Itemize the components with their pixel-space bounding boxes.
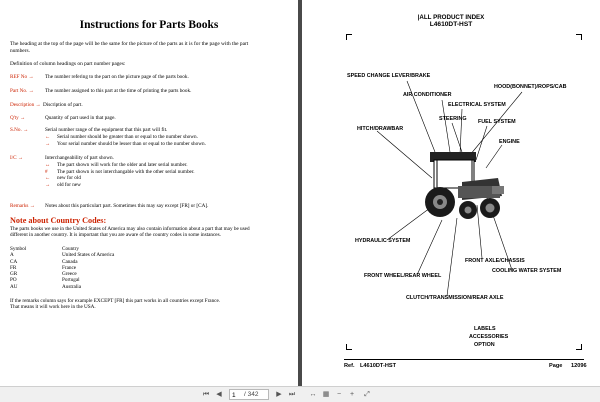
definition-term: REF No → (10, 74, 34, 80)
country-table-header: Symbol Country (10, 246, 80, 252)
last-page-icon[interactable]: ⏭ (288, 391, 296, 398)
footer-ref-label: Ref. (344, 363, 355, 369)
index-header: |ALL PRODUCT INDEX (417, 14, 485, 21)
label-labels[interactable]: LABELS (474, 326, 496, 332)
zoom-out-icon[interactable]: − (336, 391, 342, 398)
country-table-row: GR Greece (10, 271, 77, 278)
country-code-table (10, 246, 114, 290)
fit-width-icon[interactable]: ↔ (309, 391, 317, 398)
label-front-wheel[interactable]: FRONT WHEEL/REAR WHEEL (364, 273, 442, 279)
previous-page-icon[interactable]: ◀ (216, 391, 222, 398)
country-table-row: CA Canada (10, 258, 78, 265)
definition-term: Q'ty → (10, 115, 26, 121)
zoom-in-icon[interactable]: + (349, 391, 355, 398)
left-document-page: Instructions for Parts Books The heading at the top of the page will be the same for the picture of the parts as it is for the page with the part numbers. Definition of column headings on part number pages: REF No → The number refering to the part on the picture page of the parts book. Part No. → The number assigned to this part at the time of printing the parts book. Description → Discription of part. Q'ty → Quantity of part used in that page. S.No. → Serial number range of the equipment that this part will fit. ← Serial number should be greater than or equal to the number shown. → Your serial number should be lesser than or equal to the number shown. I/C → Interchangeability of part shown. ↔ The part shown will work for the older and later serial number. # The part shown is not interchangable with the other serial number. ← new for old → old for new Remarks → Notes about this particulart part. Sometimes this may say except [FR] or [CA]. Note about Country Codes: The parts books we use in the United States of America may also contain information about a part that may be used different in another country. It is important that you are aware of the country codes in some instances. Symbol Country A United States of America CA Canada FR France GR Greece PO Portugal AU Australia If the remarks column says for example EXCEPT [FR] this part works in all countries except France. That means it will work here in the USA. (0, 0, 298, 386)
definition-heading: Definition of column headings on part number pages: (10, 61, 126, 67)
definition-desc: Interchangeability of part shown. (45, 155, 114, 161)
definition-desc: Notes about this particulart part. Sometimes this may say except [FR] or [CA]. (45, 203, 209, 209)
footer-page-label: Page (549, 363, 563, 369)
thumbnails-icon[interactable]: ▦ (322, 391, 330, 398)
tractor-diagram (302, 0, 600, 386)
model-header: L4610DT-HST (429, 21, 473, 28)
country-table-row: FR France (10, 264, 77, 271)
pdf-viewer-toolbar (0, 386, 600, 402)
page-title: Instructions for Parts Books (79, 19, 219, 31)
intro-text: The heading at the top of the page will be the same for the picture of the parts as it is for the page with the part numbers. (10, 41, 249, 54)
label-speed-change[interactable]: SPEED CHANGE LEVER/BRAKE (347, 73, 431, 79)
label-fuel[interactable]: FUEL SYSTEM (478, 119, 516, 125)
country-table-row: A United States of America (10, 252, 115, 259)
label-hood[interactable]: HOOD(BONNET)/ROPS/CAB (494, 84, 567, 90)
definition-term: S.No. → (10, 127, 29, 133)
footer-divider (344, 359, 584, 360)
definition-desc: Discription of part. (43, 102, 83, 108)
definition-term: I/C → (10, 155, 24, 161)
label-accessories[interactable]: ACCESSORIES (469, 334, 509, 340)
footer-page-number: 12096 (571, 363, 587, 369)
country-codes-heading: Note about Country Codes: (10, 216, 107, 225)
label-hydraulic[interactable]: HYDRAULIC SYSTEM (355, 238, 411, 244)
label-steering[interactable]: STEERING (439, 116, 467, 122)
definition-desc: Quantity of part used in that page. (45, 115, 116, 121)
tractor-illustration (425, 152, 504, 219)
definition-desc: The number assigned to this part at the time of printing the parts book. (45, 88, 192, 94)
fullscreen-icon[interactable]: ⤢ (364, 391, 370, 398)
footer-model: L4610DT-HST (360, 363, 397, 369)
label-hitch[interactable]: HITCH/DRAWBAR (357, 126, 404, 132)
label-air-conditioner[interactable]: AIR CONDITIONER (403, 92, 452, 98)
definition-desc: Serial number range of the equipment that this part will fit. (45, 127, 168, 133)
definition-term: Remarks → (10, 203, 35, 209)
label-option[interactable]: OPTION (474, 342, 495, 348)
remarks-explanation: If the remarks column says for example EXCEPT [FR] this part works in all countries except France. That means it will work here in the USA. (10, 298, 221, 311)
next-page-icon[interactable]: ▶ (276, 391, 282, 398)
definition-desc: The number refering to the part on the picture page of the parts book. (45, 74, 189, 80)
right-document-page (302, 0, 600, 386)
label-electrical[interactable]: ELECTRICAL SYSTEM (448, 102, 506, 108)
page-number-box (229, 389, 269, 400)
definition-term: Description → (10, 102, 41, 108)
country-table-row: PO Portugal (10, 277, 80, 284)
label-front-axle[interactable]: FRONT AXLE/CHASSIS (465, 258, 525, 264)
label-clutch[interactable]: CLUTCH/TRANSMISSION/REAR AXLE (406, 295, 504, 301)
country-codes-text: The parts books we use in the United States of America may also contain information about a part that may be used different in another country. It is important that you are aware of the country codes in some instances. (10, 226, 250, 239)
page-total: / 342 (244, 391, 259, 398)
definition-term: Part No. → (10, 88, 34, 94)
country-table-row: AU Australia (10, 283, 82, 290)
label-cooling[interactable]: COOLING WATER SYSTEM (492, 268, 562, 274)
page-number-input[interactable] (232, 391, 244, 399)
first-page-icon[interactable]: ⏮ (202, 391, 210, 398)
label-engine[interactable]: ENGINE (499, 139, 520, 145)
